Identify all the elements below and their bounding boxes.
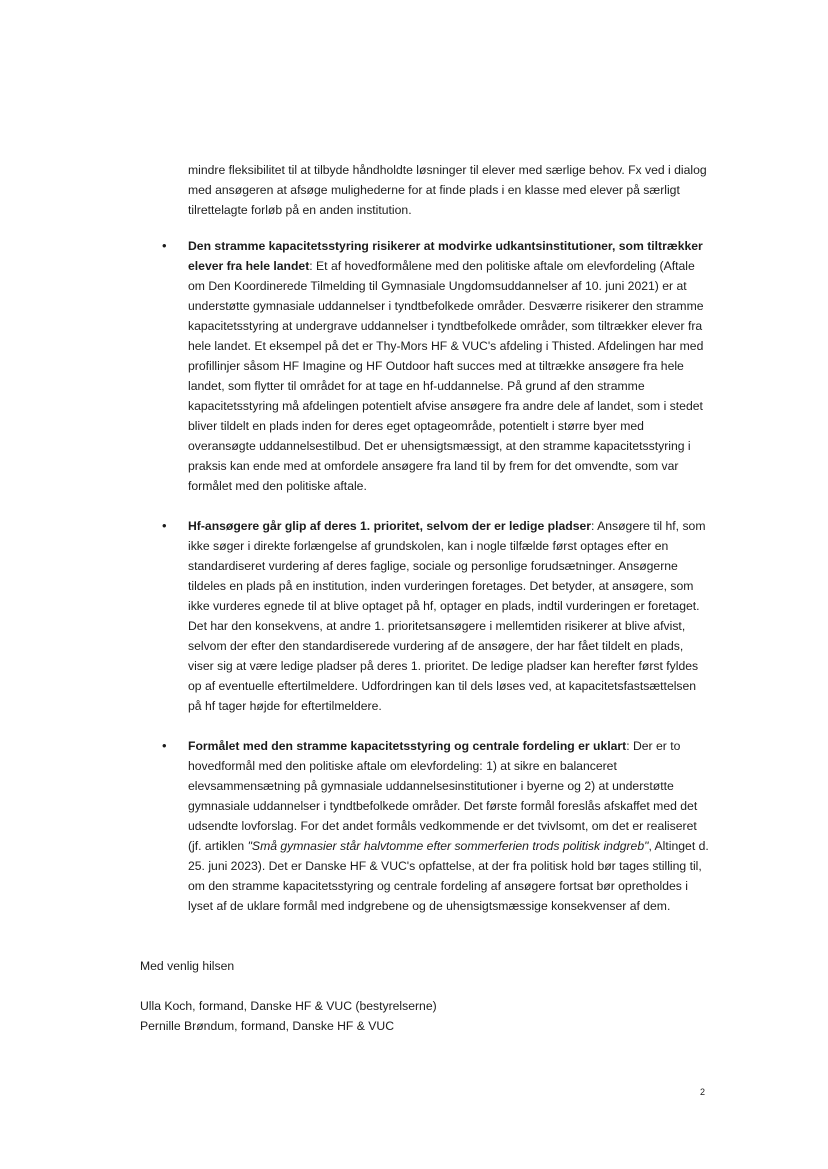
- intro-paragraph: mindre fleksibilitet til at tilbyde håndholdte løsninger til elever med særlige behov. Fx ved i dialog med ansøgeren at afsøge mulighederne for at finde plads i en klasse med elever på særligt tilrettelagte forløb på en anden institution.: [188, 163, 707, 217]
- bullet-dot-icon: •: [162, 738, 167, 753]
- bullet-lead: Den stramme kapacitetsstyring risikerer at modvirke udkantsinstitutioner, som tiltrækker elever fra hele landet: [188, 239, 703, 273]
- closing-block: [140, 956, 700, 1036]
- signature-line: Ulla Koch, formand, Danske HF & VUC (bestyrelserne): [140, 999, 437, 1013]
- page-number: 2: [700, 1087, 706, 1097]
- bullet-text: [188, 236, 710, 496]
- bullet-dot-icon: •: [162, 518, 167, 533]
- bullet-body: : Et af hovedformålene med den politiske aftale om elevfordeling (Aftale om Den Koordinerede Tilmelding til Gymnasiale Ungdomsuddannelser af 10. juni 2021) er at understøtte gymnasiale uddannelser i tyndtbefolkede områder. Desværre risikerer den stramme kapacitetsstyring at undergrave uddannelser i tyndtbefolkede områder, som tiltrækker elever fra hele landet. Et eksempel på det er Thy-Mors HF & VUC's afdeling i Thisted. Afdelingen har med profillinjer såsom HF Imagine og HF Outdoor haft succes med at tiltrække ansøgere fra hele landet, som flytter til området for at tage en hf-uddannelse. På grund af den stramme kapacitetsstyring må afdelingen potentielt afvise ansøgere fra andre dele af landet, som i stedet bliver tildelt en plads inden for deres eget optageområde, potentielt i større byer med overansøgte uddannelsestilbud. Det er uhensigtsmæssigt, at den stramme kapacitetsstyring i praksis kan ende med at omfordele ansøgere fra land til by frem for det omvendte, som var formålet med den politiske aftale.: [188, 259, 704, 493]
- bullet-body: : Ansøgere til hf, som ikke søger i direkte forlængelse af grundskolen, kan i nogle tilfælde først optages efter en standardiseret vurdering af deres faglige, sociale og personlige forudsætninger. Ansøgerne tildeles en plads på en institution, inden vurderingen foretages. Det betyder, at ansøgere, som ikke vurderes egnede til at blive optaget på hf, optager en plads, indtil vurderingen er foretaget. Det har den konsekvens, at andre 1. prioritetsansøgere i mellemtiden risikerer at blive afvist, selvom der efter den standardiserede vurdering af de ansøgere, der har fået tildelt en plads, viser sig at være ledige pladser på deres 1. prioritet. De ledige pladser kan herefter først fyldes op af eventuelle eftertilmeldere. Udfordringen kan til dels løses ved, at kapacitetsfastsættelsen på hf tager højde for eftertilmeldere.: [188, 519, 706, 713]
- bullet-dot-icon: •: [162, 238, 167, 253]
- bullet-lead: Formålet med den stramme kapacitetsstyring og centrale fordeling er uklart: [188, 739, 627, 753]
- signature-line: Pernille Brøndum, formand, Danske HF & VUC: [140, 1019, 394, 1033]
- bullet-body-continued: , Altinget d. 25. juni 2023). Det er Danske HF & VUC's opfattelse, at der fra politisk hold bør tages stilling til, om den stramme kapacitetsstyring og centrale fordeling af ansøgere fortsat bør opretholdes i lyset af de uklare formål med indgrebene og de uhensigtsmæssige konsekvenser af dem.: [188, 839, 709, 913]
- bullet-text: [188, 516, 710, 716]
- article-citation: "Små gymnasier står halvtomme efter sommerferien trods politisk indgreb": [247, 839, 649, 853]
- bullet-lead: Hf-ansøgere går glip af deres 1. prioritet, selvom der er ledige pladser: [188, 519, 591, 533]
- list-item: [150, 516, 710, 716]
- list-item: [150, 236, 710, 496]
- bullet-list: [150, 236, 710, 936]
- bullet-text: [188, 736, 710, 916]
- bullet-body: : Der er to hovedformål med den politiske aftale om elevfordeling: 1) at sikre en balanceret elevsammensætning på gymnasiale uddannelsesinstitutioner i byerne og 2) at understøtte gymnasiale uddannelser i tyndtbefolkede områder. Det første formål foreslås afskaffet med det udsendte lovforslag. For det andet formåls vedkommende er det tvivlsomt, om det er realiseret (jf. artiklen: [188, 739, 698, 853]
- closing-greeting: Med venlig hilsen: [140, 959, 235, 973]
- list-item: [150, 736, 710, 916]
